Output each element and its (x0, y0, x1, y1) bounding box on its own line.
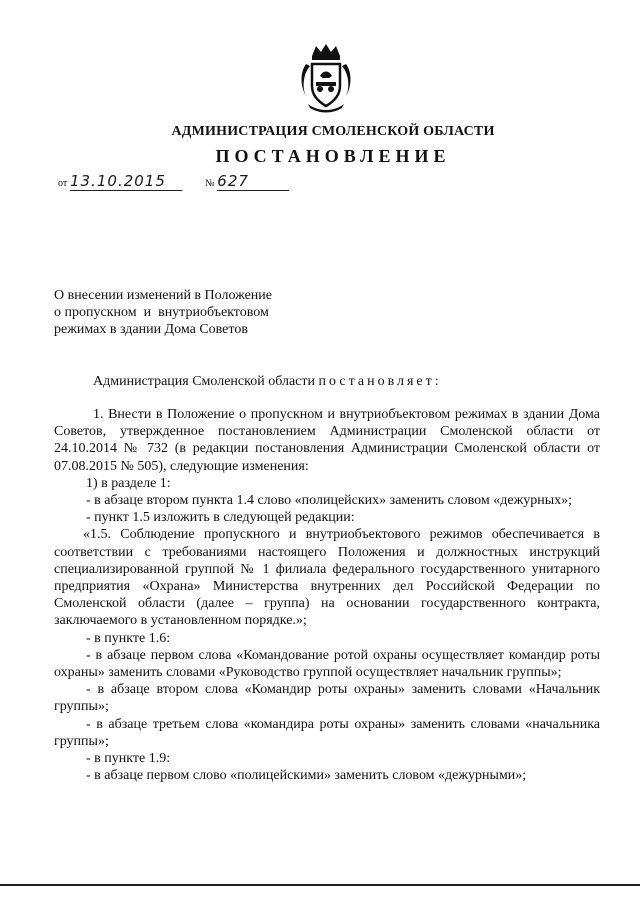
body-paragraph: - в абзаце первом слова «Командование ротой охраны осуществляет командир роты охраны» заменить словами «Руководство группой осуществляет начальник группы»; (54, 647, 600, 681)
document-type-title: ПОСТАНОВЛЕНИЕ (215, 146, 451, 166)
bottom-divider (0, 884, 640, 886)
body-paragraph: «1.5. Соблюдение пропускного и внутриобъектового режимов обеспечивается в соответствии с требованиями настоящего Положения и должностных инструкций специализированной группой № 1 филиала федерального государственного унитарного предприятия «Охрана» Министерства внутренних дел Российской Федерации по Смоленской области (далее – группа) на основании государственного контракта, заключаемого в установленном порядке.»; (54, 527, 600, 629)
preamble (93, 373, 442, 390)
preamble-prefix: Администрация Смоленской области (93, 374, 319, 389)
body-paragraph: - пункт 1.5 изложить в следующей редакции: (86, 510, 355, 526)
number-label: № (205, 178, 215, 189)
body-paragraph: - в пункте 1.6: (86, 630, 171, 646)
number-line (205, 174, 289, 191)
body-paragraph: - в пункте 1.9: (86, 751, 171, 767)
preamble-decree-word: постановляет: (318, 374, 442, 389)
body-paragraph: - в абзаце втором слова «Командир роты охраны» заменить словами «Начальник группы»; (54, 682, 600, 715)
date-line (58, 174, 182, 191)
date-field (70, 174, 182, 191)
date-label: от (58, 178, 68, 189)
number-field (217, 174, 289, 191)
subject-block (54, 287, 354, 338)
organization-name: АДМИНИСТРАЦИЯ СМОЛЕНСКОЙ ОБЛАСТИ (171, 124, 495, 139)
coat-of-arms-icon (298, 42, 354, 114)
body-paragraph: 1) в разделе 1: (86, 475, 171, 491)
body-paragraph: - в абзаце первом слово «полицейскими» заменить словом «дежурными»; (86, 768, 527, 784)
subject-line: О внесении изменений в Положение (54, 288, 273, 303)
body-paragraph: 1. Внести в Положение о пропускном и внутриобъектовом режимах в здании Дома Советов, утвержденное постановлением Администрации Смоленской области от 24.10.2014 № 732 (в редакции постановления Администрации Смоленской области от 07.08.2015 № 505), следующие изменения: (54, 407, 600, 474)
document-body (54, 406, 600, 784)
body-paragraph: - в абзаце третьем слова «командира роты охраны» заменить словами «начальника группы»; (54, 716, 600, 749)
date-value: 13.10.2015 (70, 172, 166, 190)
body-paragraph: - в абзаце втором пункта 1.4 слово «полицейских» заменить словом «дежурных»; (86, 493, 573, 509)
subject-line: о пропускном и внутриобъектовом (54, 305, 269, 320)
subject-line: режимах в здании Дома Советов (54, 322, 248, 337)
number-value: 627 (217, 172, 249, 190)
